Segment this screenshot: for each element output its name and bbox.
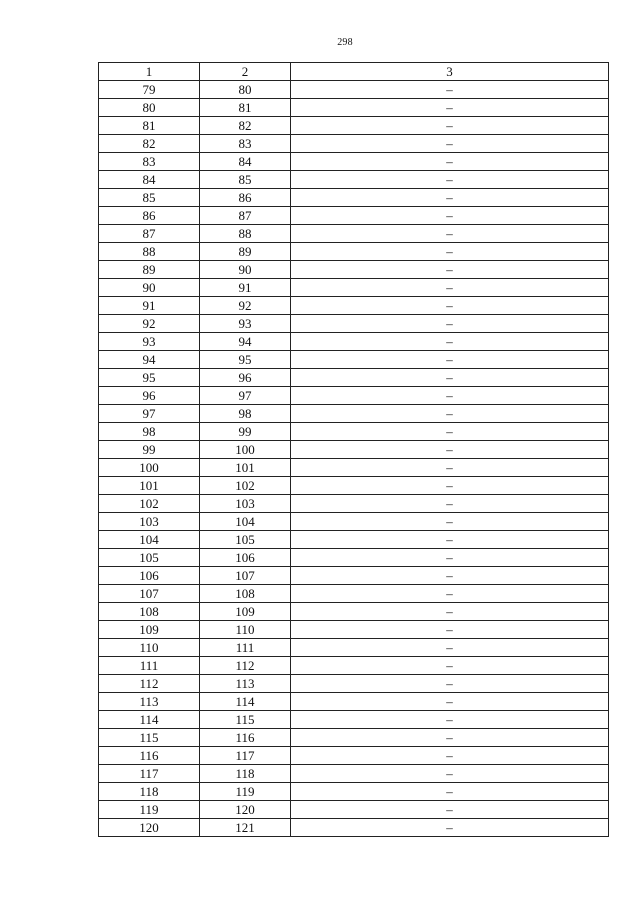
table-cell-col-2: 81	[200, 99, 291, 117]
table-cell-col-3: –	[291, 459, 609, 477]
table-cell-col-1: 91	[99, 297, 200, 315]
table-row	[99, 405, 609, 423]
table-cell-col-2: 91	[200, 279, 291, 297]
table-cell-col-1: 101	[99, 477, 200, 495]
table-row	[99, 279, 609, 297]
table-cell-col-2: 86	[200, 189, 291, 207]
table-cell-col-3: –	[291, 819, 609, 837]
table-cell-col-3: –	[291, 99, 609, 117]
table-cell-col-2: 107	[200, 567, 291, 585]
table-cell-col-1: 114	[99, 711, 200, 729]
table-cell-col-3: –	[291, 405, 609, 423]
table-cell-col-3: –	[291, 189, 609, 207]
table-row	[99, 153, 609, 171]
table-row	[99, 243, 609, 261]
table-row	[99, 207, 609, 225]
table-cell-col-3: –	[291, 549, 609, 567]
table-cell-col-2: 108	[200, 585, 291, 603]
table-cell-col-3: –	[291, 171, 609, 189]
table-row	[99, 657, 609, 675]
table-cell-col-2: 82	[200, 117, 291, 135]
table-cell-col-2: 121	[200, 819, 291, 837]
table-cell-col-2: 97	[200, 387, 291, 405]
table-cell-col-2: 85	[200, 171, 291, 189]
table-cell-col-3: –	[291, 729, 609, 747]
table-row	[99, 729, 609, 747]
table-cell-col-2: 110	[200, 621, 291, 639]
table-cell-col-2: 106	[200, 549, 291, 567]
table-cell-col-2: 113	[200, 675, 291, 693]
table-row	[99, 513, 609, 531]
table-row	[99, 99, 609, 117]
table-cell-col-1: 102	[99, 495, 200, 513]
table-cell-col-1: 90	[99, 279, 200, 297]
table-cell-col-1: 81	[99, 117, 200, 135]
table-cell-col-2: 88	[200, 225, 291, 243]
table-cell-col-2: 105	[200, 531, 291, 549]
table-cell-col-1: 92	[99, 315, 200, 333]
table-cell-col-1: 117	[99, 765, 200, 783]
table-cell-col-3: –	[291, 297, 609, 315]
table-row	[99, 603, 609, 621]
table-cell-col-3: –	[291, 675, 609, 693]
table-row	[99, 261, 609, 279]
table-cell-col-1: 99	[99, 441, 200, 459]
table-cell-col-3: –	[291, 495, 609, 513]
table-cell-col-1: 104	[99, 531, 200, 549]
table-cell-col-1: 108	[99, 603, 200, 621]
table-cell-col-1: 93	[99, 333, 200, 351]
table-row	[99, 315, 609, 333]
table-row	[99, 459, 609, 477]
table-cell-col-3: –	[291, 81, 609, 99]
table-cell-col-3: –	[291, 225, 609, 243]
table-cell-col-2: 101	[200, 459, 291, 477]
table-row	[99, 297, 609, 315]
table-cell-col-1: 97	[99, 405, 200, 423]
table-cell-col-2: 94	[200, 333, 291, 351]
table-cell-col-3: –	[291, 513, 609, 531]
table-cell-col-3: –	[291, 423, 609, 441]
table-cell-col-2: 120	[200, 801, 291, 819]
table-cell-col-2: 116	[200, 729, 291, 747]
table-row	[99, 171, 609, 189]
table-cell-col-1: 103	[99, 513, 200, 531]
table-cell-col-3: –	[291, 765, 609, 783]
table-cell-col-1: 115	[99, 729, 200, 747]
table-cell-col-3: –	[291, 603, 609, 621]
table-cell-col-3: –	[291, 315, 609, 333]
table-row	[99, 801, 609, 819]
table-row	[99, 819, 609, 837]
table-cell-col-1: 112	[99, 675, 200, 693]
table-cell-col-1: 82	[99, 135, 200, 153]
table-cell-col-2: 104	[200, 513, 291, 531]
table-cell-col-3: –	[291, 207, 609, 225]
table-row	[99, 585, 609, 603]
table-row	[99, 693, 609, 711]
table-cell-col-1: 106	[99, 567, 200, 585]
table-cell-col-3: –	[291, 333, 609, 351]
table-row	[99, 531, 609, 549]
table-cell-col-2: 98	[200, 405, 291, 423]
table-cell-col-2: 99	[200, 423, 291, 441]
table-row	[99, 333, 609, 351]
table-body	[99, 81, 609, 837]
table-cell-col-3: –	[291, 783, 609, 801]
table-row	[99, 81, 609, 99]
table-cell-col-3: –	[291, 369, 609, 387]
table-cell-col-2: 90	[200, 261, 291, 279]
table-cell-col-3: –	[291, 657, 609, 675]
table-row	[99, 477, 609, 495]
table-row	[99, 567, 609, 585]
table-row	[99, 423, 609, 441]
table-cell-col-1: 116	[99, 747, 200, 765]
table-cell-col-3: –	[291, 117, 609, 135]
table-cell-col-3: –	[291, 711, 609, 729]
table-row	[99, 639, 609, 657]
table-cell-col-1: 80	[99, 99, 200, 117]
table-cell-col-1: 94	[99, 351, 200, 369]
table-cell-col-2: 87	[200, 207, 291, 225]
table-cell-col-1: 98	[99, 423, 200, 441]
table-cell-col-3: –	[291, 153, 609, 171]
table-cell-col-3: –	[291, 693, 609, 711]
table-cell-col-2: 93	[200, 315, 291, 333]
table-cell-col-2: 114	[200, 693, 291, 711]
table-cell-col-3: –	[291, 567, 609, 585]
table-row	[99, 387, 609, 405]
table-cell-col-3: –	[291, 441, 609, 459]
data-table	[98, 62, 609, 837]
table-cell-col-1: 87	[99, 225, 200, 243]
table-cell-col-1: 96	[99, 387, 200, 405]
table-cell-col-3: –	[291, 477, 609, 495]
table-cell-col-1: 105	[99, 549, 200, 567]
table-cell-col-2: 95	[200, 351, 291, 369]
table-cell-col-3: –	[291, 351, 609, 369]
table-cell-col-3: –	[291, 531, 609, 549]
table-row	[99, 549, 609, 567]
table-cell-col-2: 119	[200, 783, 291, 801]
table-cell-col-2: 80	[200, 81, 291, 99]
table-cell-col-1: 85	[99, 189, 200, 207]
table-row	[99, 117, 609, 135]
table-row	[99, 225, 609, 243]
table-cell-col-1: 111	[99, 657, 200, 675]
table-cell-col-2: 96	[200, 369, 291, 387]
table-cell-col-1: 109	[99, 621, 200, 639]
table-cell-col-2: 102	[200, 477, 291, 495]
table-cell-col-1: 118	[99, 783, 200, 801]
table-row	[99, 747, 609, 765]
table-cell-col-1: 120	[99, 819, 200, 837]
table-cell-col-1: 119	[99, 801, 200, 819]
table-row	[99, 765, 609, 783]
table-cell-col-1: 113	[99, 693, 200, 711]
table-cell-col-3: –	[291, 243, 609, 261]
table-cell-col-2: 89	[200, 243, 291, 261]
table-cell-col-2: 111	[200, 639, 291, 657]
table-row	[99, 711, 609, 729]
table-cell-col-3: –	[291, 261, 609, 279]
table-row	[99, 369, 609, 387]
table-cell-col-3: –	[291, 135, 609, 153]
table-cell-col-2: 115	[200, 711, 291, 729]
table-row	[99, 495, 609, 513]
header-row	[99, 63, 609, 81]
table-row	[99, 441, 609, 459]
table-cell-col-2: 103	[200, 495, 291, 513]
table-cell-col-2: 109	[200, 603, 291, 621]
table-row	[99, 675, 609, 693]
table-cell-col-1: 86	[99, 207, 200, 225]
table-cell-col-2: 118	[200, 765, 291, 783]
table-cell-col-3: –	[291, 621, 609, 639]
table-cell-col-3: –	[291, 387, 609, 405]
table-cell-col-3: –	[291, 747, 609, 765]
table-row	[99, 621, 609, 639]
table-cell-col-2: 83	[200, 135, 291, 153]
table-cell-col-3: –	[291, 801, 609, 819]
column-header-3: 3	[291, 63, 609, 81]
column-header-2: 2	[200, 63, 291, 81]
table-cell-col-1: 110	[99, 639, 200, 657]
table-cell-col-2: 117	[200, 747, 291, 765]
table-cell-col-3: –	[291, 585, 609, 603]
table-cell-col-1: 89	[99, 261, 200, 279]
table-cell-col-2: 100	[200, 441, 291, 459]
table-cell-col-1: 95	[99, 369, 200, 387]
table-cell-col-3: –	[291, 279, 609, 297]
table-cell-col-1: 84	[99, 171, 200, 189]
page-number: 298	[337, 37, 353, 48]
table-row	[99, 135, 609, 153]
table-row	[99, 189, 609, 207]
table-cell-col-1: 88	[99, 243, 200, 261]
table-cell-col-2: 92	[200, 297, 291, 315]
table-cell-col-3: –	[291, 639, 609, 657]
table-cell-col-2: 112	[200, 657, 291, 675]
table-cell-col-1: 107	[99, 585, 200, 603]
table-cell-col-2: 84	[200, 153, 291, 171]
table-cell-col-1: 79	[99, 81, 200, 99]
table-row	[99, 783, 609, 801]
table-cell-col-1: 83	[99, 153, 200, 171]
column-header-1: 1	[99, 63, 200, 81]
table-row	[99, 351, 609, 369]
table-cell-col-1: 100	[99, 459, 200, 477]
